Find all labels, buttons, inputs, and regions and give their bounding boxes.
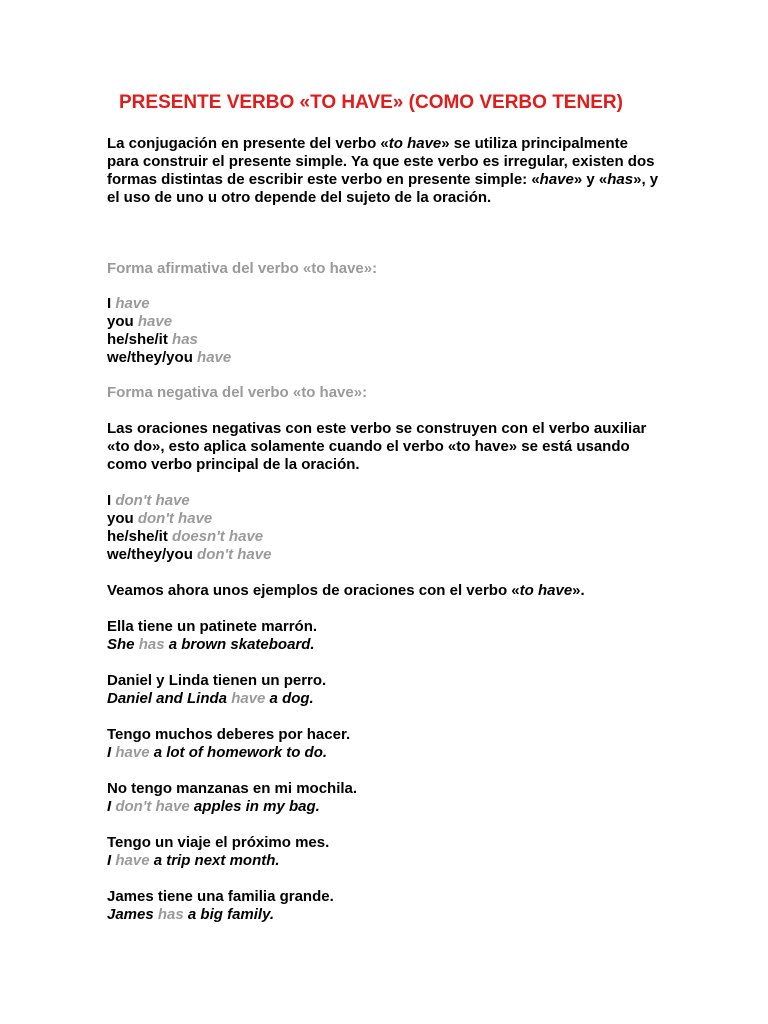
subject: we/they/you <box>107 546 193 563</box>
example-text: a dog. <box>265 690 314 707</box>
affirmative-heading: Forma afirmativa del verbo «to have»: <box>107 260 378 277</box>
conjugation-row <box>107 295 687 313</box>
page-title: PRESENTE VERBO «TO HAVE» (COMO VERBO TENER) <box>119 92 623 113</box>
example-text: Daniel and Linda <box>107 690 232 707</box>
negative-line-3: como verbo principal de la oración. <box>107 456 360 473</box>
negative-heading: Forma negativa del verbo «to have»: <box>107 384 368 401</box>
example-verb: have <box>115 744 150 761</box>
example-verb: don't have <box>115 798 190 815</box>
example-english <box>107 852 687 870</box>
conjugation-row <box>107 492 687 510</box>
verb: has <box>172 331 198 348</box>
example-text: She <box>107 636 139 653</box>
intro-verb: to have <box>388 135 442 152</box>
intro-line-1 <box>107 135 687 153</box>
conjugation-row <box>107 510 687 528</box>
example-english <box>107 744 687 762</box>
intro-text: », y <box>633 171 659 188</box>
example-item <box>107 726 687 762</box>
negative-paragraph <box>107 420 687 474</box>
example-text: a trip next month. <box>149 852 280 869</box>
intro-text: » se utiliza principalmente <box>441 135 628 152</box>
verb: have <box>137 313 173 330</box>
example-item <box>107 672 687 708</box>
intro-verb: has <box>607 171 634 188</box>
intro-line-3 <box>107 171 687 189</box>
example-text: I <box>107 798 116 815</box>
examples-intro-text: Veamos ahora unos ejemplos de oraciones con el verbo « <box>107 582 520 599</box>
verb: don't have <box>115 492 190 509</box>
negative-list <box>107 492 687 564</box>
example-spanish: Daniel y Linda tienen un perro. <box>107 672 327 689</box>
conjugation-row <box>107 546 687 564</box>
example-verb: have <box>231 690 266 707</box>
negative-line-2: «to do», esto aplica solamente cuando el verbo «to have» se está usando <box>107 438 630 455</box>
example-text: I <box>107 744 116 761</box>
example-spanish: Tengo un viaje el próximo mes. <box>107 834 330 851</box>
subject: you <box>107 510 134 527</box>
example-english <box>107 636 687 654</box>
intro-text: La conjugación en presente del verbo « <box>107 135 389 152</box>
examples-intro <box>107 582 687 600</box>
example-item <box>107 888 687 924</box>
example-verb: have <box>115 852 150 869</box>
examples-intro-line <box>107 582 687 600</box>
example-text: a lot of homework to do. <box>149 744 328 761</box>
affirmative-list <box>107 295 687 367</box>
example-text: I <box>107 852 116 869</box>
example-verb: has <box>138 636 165 653</box>
intro-line-4: el uso de uno u otro depende del sujeto de la oración. <box>107 189 492 206</box>
examples-intro-verb: to have <box>519 582 573 599</box>
example-spanish: James tiene una familia grande. <box>107 888 334 905</box>
conjugation-row <box>107 528 687 546</box>
subject: he/she/it <box>107 528 168 545</box>
subject: he/she/it <box>107 331 168 348</box>
example-english <box>107 798 687 816</box>
intro-line-2: para construir el presente simple. Ya que este verbo es irregular, existen dos <box>107 153 655 170</box>
example-verb: has <box>157 906 184 923</box>
example-text: apples in my bag. <box>189 798 320 815</box>
example-item <box>107 834 687 870</box>
example-english <box>107 690 687 708</box>
conjugation-row <box>107 331 687 349</box>
example-english <box>107 906 687 924</box>
example-item <box>107 780 687 816</box>
example-spanish: Tengo muchos deberes por hacer. <box>107 726 351 743</box>
verb: have <box>197 349 232 366</box>
example-item <box>107 618 687 654</box>
subject: I <box>107 492 112 509</box>
example-text: James <box>107 906 158 923</box>
intro-text: formas distintas de escribir este verbo en presente simple: « <box>107 171 540 188</box>
subject: you <box>107 313 134 330</box>
example-spanish: No tengo manzanas en mi mochila. <box>107 780 358 797</box>
conjugation-row <box>107 349 687 367</box>
subject: I <box>107 295 112 312</box>
verb: don't have <box>137 510 213 527</box>
verb: doesn't have <box>172 528 264 545</box>
subject: we/they/you <box>107 349 193 366</box>
conjugation-row <box>107 313 687 331</box>
verb: have <box>115 295 150 312</box>
examples-intro-text: ». <box>572 582 585 599</box>
verb: don't have <box>197 546 272 563</box>
intro-verb: have <box>539 171 574 188</box>
example-text: a big family. <box>183 906 275 923</box>
intro-text: » y « <box>573 171 608 188</box>
example-text: a brown skateboard. <box>164 636 315 653</box>
negative-line-1: Las oraciones negativas con este verbo se construyen con el verbo auxiliar <box>107 420 647 437</box>
example-spanish: Ella tiene un patinete marrón. <box>107 618 318 635</box>
intro-paragraph <box>107 135 687 207</box>
